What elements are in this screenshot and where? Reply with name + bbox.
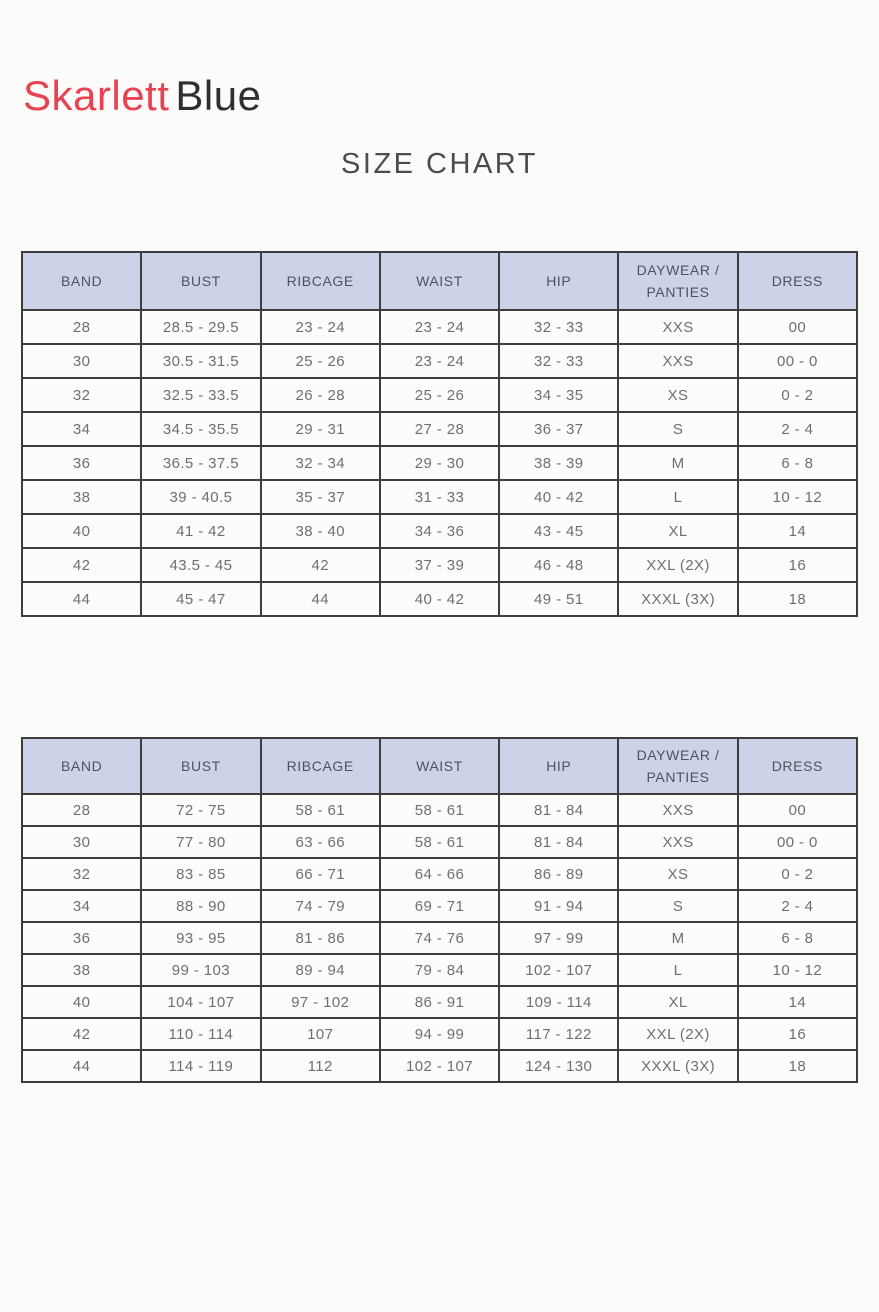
table-cell: 6 - 8 — [738, 922, 857, 954]
table-cell: 23 - 24 — [380, 344, 499, 378]
table-row — [22, 858, 857, 890]
table-cell: 23 - 24 — [261, 310, 380, 344]
table-cell: 117 - 122 — [499, 1018, 618, 1050]
table-cell: 31 - 33 — [380, 480, 499, 514]
table-cell: XL — [618, 514, 737, 548]
table-cell: 74 - 76 — [380, 922, 499, 954]
table-row — [22, 794, 857, 826]
table-cell: 36 - 37 — [499, 412, 618, 446]
table-cell: 44 — [22, 582, 141, 616]
table-cell: 89 - 94 — [261, 954, 380, 986]
table-cell: 00 - 0 — [738, 344, 857, 378]
table-cell: 42 — [261, 548, 380, 582]
table-cell: L — [618, 954, 737, 986]
table-row — [22, 378, 857, 412]
table-cell: 32 - 34 — [261, 446, 380, 480]
table-cell: 32 - 33 — [499, 344, 618, 378]
column-header: HIP — [499, 738, 618, 794]
column-header: WAIST — [380, 738, 499, 794]
table-cell: 25 - 26 — [261, 344, 380, 378]
table-cell: 81 - 84 — [499, 794, 618, 826]
table-cell: 18 — [738, 1050, 857, 1082]
column-header: BUST — [141, 252, 260, 310]
column-header: HIP — [499, 252, 618, 310]
table-cell: XS — [618, 378, 737, 412]
table-cell: 66 - 71 — [261, 858, 380, 890]
table-cell: 45 - 47 — [141, 582, 260, 616]
table-cell: 102 - 107 — [380, 1050, 499, 1082]
table-cell: 58 - 61 — [261, 794, 380, 826]
table-cell: XXL (2X) — [618, 1018, 737, 1050]
table-cell: XXXL (3X) — [618, 582, 737, 616]
table-cell: 69 - 71 — [380, 890, 499, 922]
table-cell: 14 — [738, 986, 857, 1018]
table-row — [22, 548, 857, 582]
table-cell: XXS — [618, 794, 737, 826]
table-cell: 40 — [22, 986, 141, 1018]
table-cell: 44 — [261, 582, 380, 616]
table-cell: 42 — [22, 548, 141, 582]
table-cell: XXS — [618, 310, 737, 344]
table-row — [22, 1050, 857, 1082]
table-cell: 2 - 4 — [738, 412, 857, 446]
column-header: WAIST — [380, 252, 499, 310]
table-cell: 23 - 24 — [380, 310, 499, 344]
table-cell: 58 - 61 — [380, 826, 499, 858]
table-cell: 46 - 48 — [499, 548, 618, 582]
table-cell: 99 - 103 — [141, 954, 260, 986]
table-cell: 29 - 30 — [380, 446, 499, 480]
table-cell: 112 — [261, 1050, 380, 1082]
table-cell: 86 - 91 — [380, 986, 499, 1018]
table-cell: 30 — [22, 826, 141, 858]
table-cell: 34 — [22, 890, 141, 922]
brand-logo — [23, 0, 879, 120]
table-cell: 104 - 107 — [141, 986, 260, 1018]
table-cell: 32.5 - 33.5 — [141, 378, 260, 412]
table-cell: 109 - 114 — [499, 986, 618, 1018]
table-row — [22, 986, 857, 1018]
table-cell: 41 - 42 — [141, 514, 260, 548]
table-row — [22, 826, 857, 858]
table-cell: 6 - 8 — [738, 446, 857, 480]
table-row — [22, 446, 857, 480]
table-cell: 36 — [22, 922, 141, 954]
table-cell: 29 - 31 — [261, 412, 380, 446]
column-header: BUST — [141, 738, 260, 794]
column-header: DRESS — [738, 252, 857, 310]
table-cell: 39 - 40.5 — [141, 480, 260, 514]
table-cell: 83 - 85 — [141, 858, 260, 890]
table-cell: 93 - 95 — [141, 922, 260, 954]
table-cell: XXL (2X) — [618, 548, 737, 582]
size-table-cm-table — [21, 737, 858, 1083]
table-cell: XXS — [618, 826, 737, 858]
table-cell: 10 - 12 — [738, 954, 857, 986]
table-cell: M — [618, 922, 737, 954]
table-cell: XL — [618, 986, 737, 1018]
table-cell: 16 — [738, 1018, 857, 1050]
header-row — [22, 252, 857, 310]
table-cell: 0 - 2 — [738, 858, 857, 890]
table-cell: 28.5 - 29.5 — [141, 310, 260, 344]
table-cell: 79 - 84 — [380, 954, 499, 986]
table-cell: 77 - 80 — [141, 826, 260, 858]
brand-name-primary: Skarlett — [23, 72, 170, 119]
column-header: RIBCAGE — [261, 252, 380, 310]
table-cell: 97 - 99 — [499, 922, 618, 954]
table-cell: 18 — [738, 582, 857, 616]
table-cell: 110 - 114 — [141, 1018, 260, 1050]
table-cell: 34 - 35 — [499, 378, 618, 412]
column-header: DAYWEAR / PANTIES — [618, 738, 737, 794]
table-cell: 30 — [22, 344, 141, 378]
table-cell: 10 - 12 — [738, 480, 857, 514]
table-row — [22, 310, 857, 344]
table-cell: 63 - 66 — [261, 826, 380, 858]
table-cell: XS — [618, 858, 737, 890]
table-cell: 42 — [22, 1018, 141, 1050]
table-cell: 34 — [22, 412, 141, 446]
table-cell: 97 - 102 — [261, 986, 380, 1018]
table-cell: M — [618, 446, 737, 480]
table-cell: 00 — [738, 310, 857, 344]
table-cell: 40 - 42 — [499, 480, 618, 514]
header-row — [22, 738, 857, 794]
table-cell: 34 - 36 — [380, 514, 499, 548]
table-cell: S — [618, 890, 737, 922]
table-cell: 28 — [22, 794, 141, 826]
table-cell: 26 - 28 — [261, 378, 380, 412]
table-cell: 64 - 66 — [380, 858, 499, 890]
table-cell: L — [618, 480, 737, 514]
table-row — [22, 344, 857, 378]
column-header: DRESS — [738, 738, 857, 794]
size-table-inches-table — [21, 251, 858, 617]
table-cell: 81 - 86 — [261, 922, 380, 954]
page-title: SIZE CHART — [341, 148, 538, 181]
table-cell: 0 - 2 — [738, 378, 857, 412]
table-cell: 94 - 99 — [380, 1018, 499, 1050]
table-cell: 114 - 119 — [141, 1050, 260, 1082]
table-cell: 38 - 39 — [499, 446, 618, 480]
table-cell: 25 - 26 — [380, 378, 499, 412]
column-header: BAND — [22, 252, 141, 310]
table-cell: XXS — [618, 344, 737, 378]
table-cell: 38 — [22, 480, 141, 514]
table-cell: 14 — [738, 514, 857, 548]
table-cell: 36.5 - 37.5 — [141, 446, 260, 480]
size-table-inches — [21, 251, 858, 617]
table-cell: 49 - 51 — [499, 582, 618, 616]
table-row — [22, 412, 857, 446]
table-cell: 27 - 28 — [380, 412, 499, 446]
table-cell: 36 — [22, 446, 141, 480]
table-row — [22, 582, 857, 616]
table-row — [22, 514, 857, 548]
size-table-cm — [21, 737, 858, 1083]
table-cell: 43 - 45 — [499, 514, 618, 548]
table-cell: 32 — [22, 858, 141, 890]
table-cell: 40 — [22, 514, 141, 548]
table-cell: 32 — [22, 378, 141, 412]
table-cell: 58 - 61 — [380, 794, 499, 826]
table-cell: 37 - 39 — [380, 548, 499, 582]
brand-name-secondary: Blue — [175, 72, 262, 119]
table-cell: 40 - 42 — [380, 582, 499, 616]
table-cell: 91 - 94 — [499, 890, 618, 922]
column-header: DAYWEAR / PANTIES — [618, 252, 737, 310]
table-cell: 107 — [261, 1018, 380, 1050]
table-cell: 43.5 - 45 — [141, 548, 260, 582]
table-cell: 28 — [22, 310, 141, 344]
column-header: RIBCAGE — [261, 738, 380, 794]
table-row — [22, 480, 857, 514]
table-cell: 38 - 40 — [261, 514, 380, 548]
table-cell: 32 - 33 — [499, 310, 618, 344]
table-cell: 34.5 - 35.5 — [141, 412, 260, 446]
table-cell: 30.5 - 31.5 — [141, 344, 260, 378]
table-cell: 38 — [22, 954, 141, 986]
table-row — [22, 922, 857, 954]
table-cell: 102 - 107 — [499, 954, 618, 986]
table-cell: 00 — [738, 794, 857, 826]
table-cell: S — [618, 412, 737, 446]
table-cell: 124 - 130 — [499, 1050, 618, 1082]
column-header: BAND — [22, 738, 141, 794]
table-row — [22, 1018, 857, 1050]
table-cell: 16 — [738, 548, 857, 582]
table-row — [22, 890, 857, 922]
table-cell: 35 - 37 — [261, 480, 380, 514]
table-cell: 2 - 4 — [738, 890, 857, 922]
table-cell: 72 - 75 — [141, 794, 260, 826]
table-cell: XXXL (3X) — [618, 1050, 737, 1082]
table-row — [22, 954, 857, 986]
table-cell: 44 — [22, 1050, 141, 1082]
table-cell: 81 - 84 — [499, 826, 618, 858]
table-cell: 86 - 89 — [499, 858, 618, 890]
table-cell: 74 - 79 — [261, 890, 380, 922]
table-cell: 88 - 90 — [141, 890, 260, 922]
table-cell: 00 - 0 — [738, 826, 857, 858]
